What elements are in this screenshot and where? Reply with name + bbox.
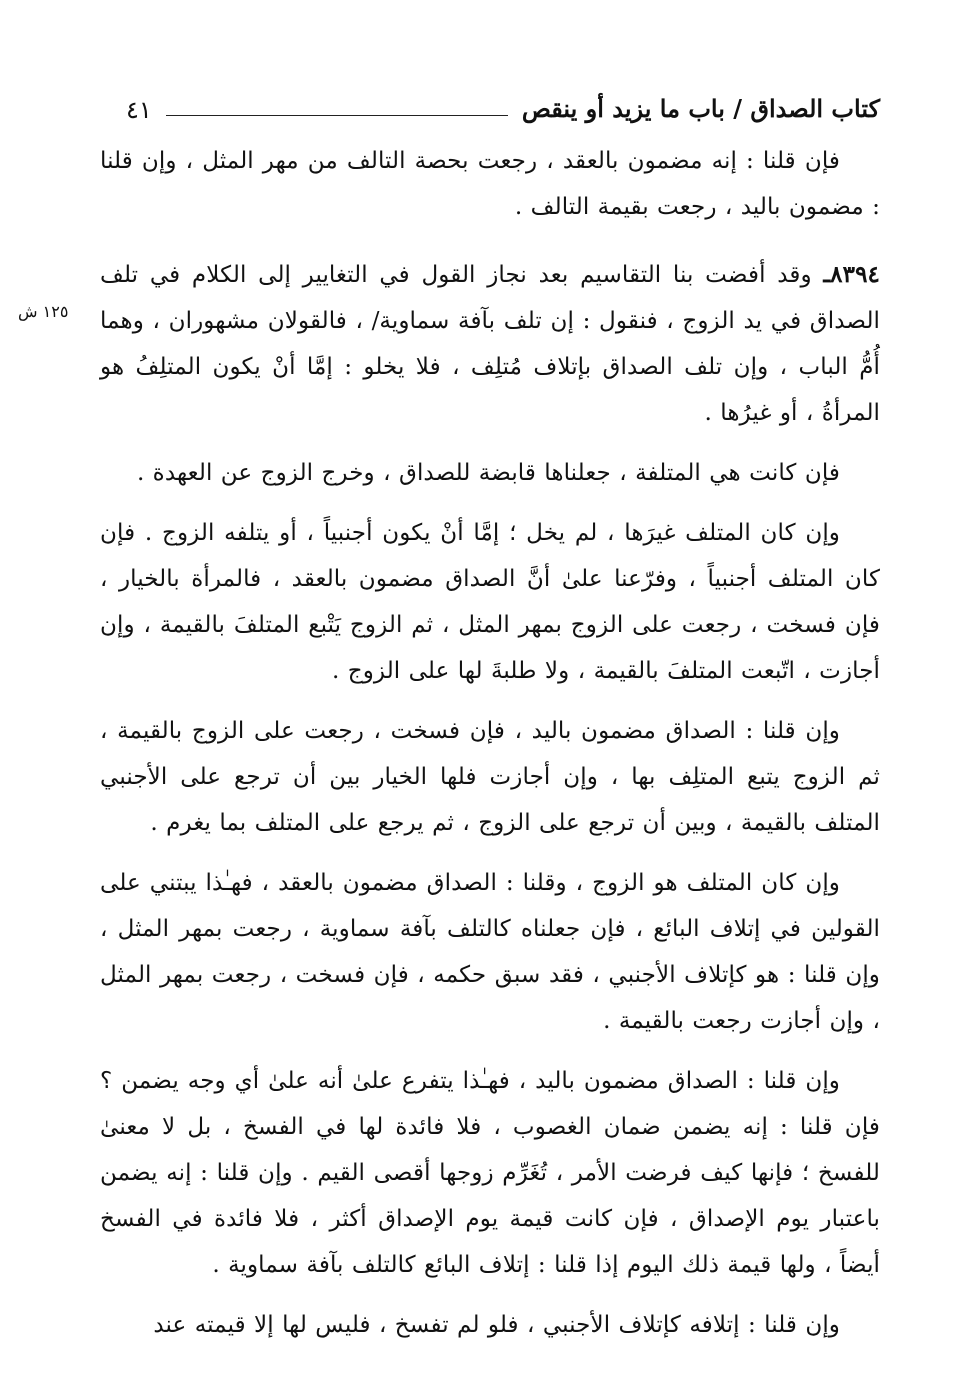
spacer [100, 846, 880, 860]
paragraph-8: وإن قلنا : إتلافه كإتلاف الأجنبي ، فلو لم تفسخ ، فليس لها إلا قيمته عند [153, 1311, 840, 1338]
spacer [100, 694, 880, 708]
paragraph-3: فإن كانت هي المتلفة ، جعلناها قابضة للصداق ، وخرج الزوج عن العهدة . [136, 459, 840, 486]
paragraph-6: وإن كان المتلف هو الزوج ، وقلنا : الصداق مضمون بالعقد ، فهـٰذا يبتني على القولين في إتلاف البائع ، فإن جعلناه كالتلف بآفة سماوية ، رجعت بمهر المثل ، وإن قلنا : هو كإتلاف الأجنبي ، فقد سبق حكمه ، فإن فسخت ، رجعت بمهر المثل ، وإن أجازت رجعت بالقيمة . [100, 869, 880, 1034]
section-number: ٨٣٩٤ـ [823, 261, 880, 288]
spacer [100, 1288, 880, 1302]
paragraph-4: وإن كان المتلف غيرَها ، لم يخل ؛ إمَّا أنْ يكون أجنبياً ، أو يتلفه الزوج . فإن كان المتلف أجنبياً ، وفرّعنا علىٰ أنَّ الصداق مضمون بالعقد ، فالمرأة بالخيار ، فإن فسخت ، رجعت على الزوج بمهر المثل ، ثم الزوج يَتْبع المتلفَ بالقيمة ، وإن أجازت ، اتّبعت المتلفَ بالقيمة ، ولا طلبةَ لها على الزوج . [100, 519, 880, 684]
paragraph-1: فإن قلنا : إنه مضمون بالعقد ، رجعت بحصة التالف من مهر المثل ، وإن قلنا : مضمون باليد ، رجعت بقيمة التالف . [100, 147, 880, 220]
header-title: كتاب الصداق / باب ما يزيد أو ينقص [521, 94, 880, 124]
paragraph-2-text: وقد أفضت بنا التقاسيم بعد نجاز القول في التغايير إلى الكلام في تلف الصداق في يد الزوج ، فنقول : إن تلف بآفة سماوية/ ، فالقولان مشهوران ، وهما أُمُّ الباب ، وإن تلف الصداق بإتلاف مُتلِف ، فلا يخلو : إمَّا أنْ يكون المتلِفُ هو المرأةُ ، أو غيرُها . [100, 261, 880, 426]
paragraph-5: وإن قلنا : الصداق مضمون باليد ، فإن فسخت ، رجعت على الزوج بالقيمة ، ثم الزوج يتبع المتلِف بها ، وإن أجازت فلها الخيار بين أن ترجع على الأجنبي المتلف بالقيمة ، وبين أن ترجع على الزوج ، ثم يرجع على المتلف بما يغرم . [100, 717, 880, 836]
book-page [18, 80, 880, 1380]
paragraph-2-wrap [18, 252, 880, 436]
spacer [100, 124, 880, 138]
page-number: ٤١ [126, 96, 152, 124]
spacer [100, 1044, 880, 1058]
paragraph-7: وإن قلنا : الصداق مضمون باليد ، فهـٰذا يتفرع علىٰ أنه علىٰ أي وجه يضمن ؟ فإن قلنا : إنه يضمن ضمان الغصوب ، فلا فائدة لها في الفسخ ، بل لا معنىٰ للفسخ ؛ فإنها كيف فرضت الأمر ، تُغَرِّم زوجها أقصى القيم . وإن قلنا : إنه يضمن باعتبار يوم الإصداق ، فإن كانت قيمة يوم الإصداق أكثر ، فلا فائدة في الفسخ أيضاً ، ولها قيمة ذلك اليوم إذا قلنا : إتلاف البائع كالتلف بآفة سماوية . [100, 1067, 880, 1278]
header-rule [166, 115, 508, 116]
margin-folio-note: ١٢٥ ش [18, 302, 69, 321]
paragraph-2 [100, 252, 880, 436]
running-header [100, 80, 880, 124]
spacer [100, 496, 880, 510]
spacer [100, 230, 880, 252]
spacer [100, 436, 880, 450]
